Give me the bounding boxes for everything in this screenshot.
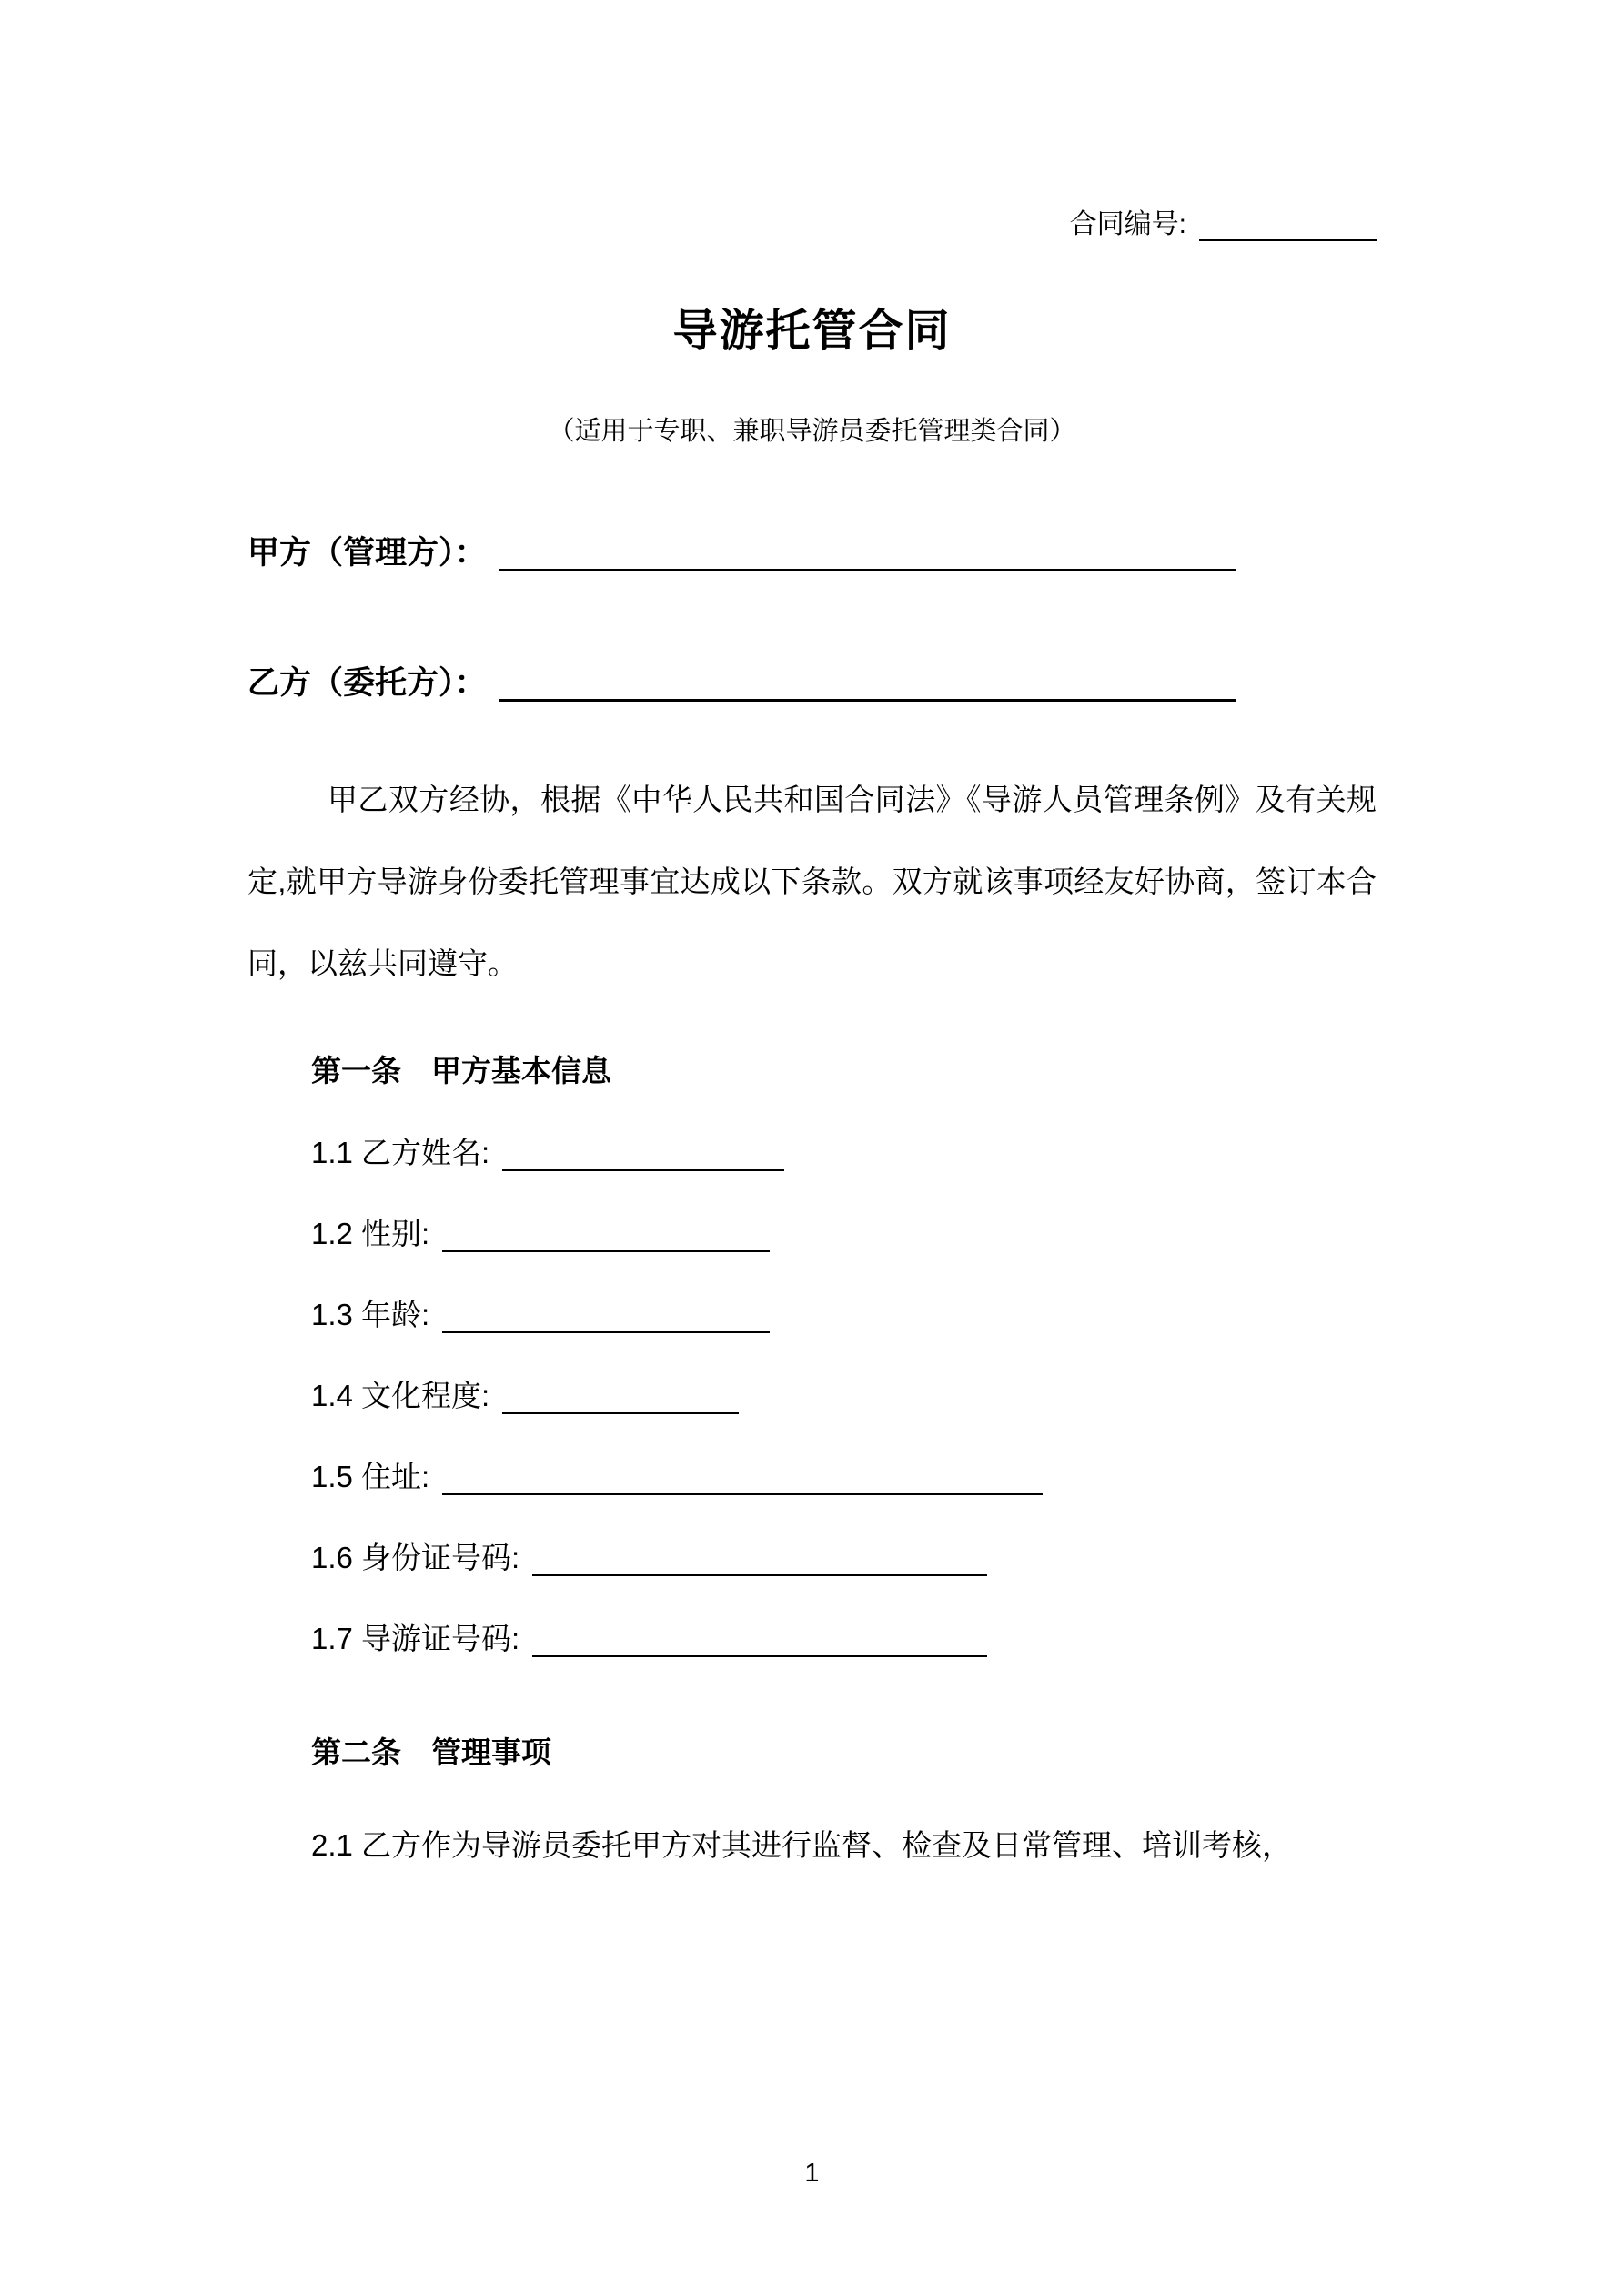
preamble-paragraph: 甲乙双方经协，根据《中华人民共和国合同法》《导游人员管理条例》及有关规定,就甲方导游身份委托管理事宜达成以下条款。双方就该事项经友好协商，签订本合同，以兹共同遵守。: [247, 783, 1377, 980]
clause-2-1: 2.1 乙方作为导游员委托甲方对其进行监督、检查及日常管理、培训考核，: [311, 1828, 1293, 1862]
gender-blank: [442, 1250, 770, 1252]
contract-number-row: [247, 205, 1377, 245]
education-blank: [502, 1412, 739, 1414]
section-2-heading: 第二条 管理事项: [311, 1735, 551, 1769]
contract-number-label: 合同编号:: [1069, 209, 1186, 239]
address-label: 1.5 住址:: [311, 1460, 430, 1493]
age-blank: [442, 1331, 770, 1333]
id-number-blank: [532, 1574, 987, 1576]
party-a-label: 甲方（管理方）：: [247, 535, 487, 571]
page-number: 1: [804, 2159, 820, 2188]
form-item-age: [311, 1274, 1377, 1355]
party-a-blank: [499, 569, 1236, 571]
name-blank: [502, 1169, 784, 1171]
id-number-label: 1.6 身份证号码:: [311, 1541, 520, 1574]
party-b-label: 乙方（委托方）：: [247, 665, 487, 701]
party-b-blank: [499, 699, 1236, 702]
name-label: 1.1 乙方姓名:: [311, 1136, 490, 1169]
education-label: 1.4 文化程度:: [311, 1379, 490, 1412]
section-1-heading: 第一条 甲方基本信息: [311, 1054, 611, 1087]
form-item-gender: [311, 1193, 1377, 1274]
document-subtitle: （适用于专职、兼职导游员委托管理类合同）: [548, 417, 1076, 446]
form-item-guide-cert-number: [311, 1598, 1377, 1679]
address-blank: [442, 1493, 1043, 1495]
party-b-row: [247, 661, 1377, 706]
form-item-address: [311, 1436, 1377, 1517]
document-title: 导游托管合同: [672, 307, 952, 356]
guide-cert-number-label: 1.7 导游证号码:: [311, 1622, 520, 1655]
contract-number-blank: [1199, 239, 1377, 241]
form-item-id-number: [311, 1517, 1377, 1598]
party-a-row: [247, 531, 1377, 576]
party-basic-info-list: [311, 1112, 1377, 1679]
form-item-name: [311, 1112, 1377, 1193]
gender-label: 1.2 性别:: [311, 1217, 430, 1250]
age-label: 1.3 年龄:: [311, 1298, 430, 1331]
form-item-education: [311, 1355, 1377, 1436]
guide-cert-number-blank: [532, 1655, 987, 1657]
